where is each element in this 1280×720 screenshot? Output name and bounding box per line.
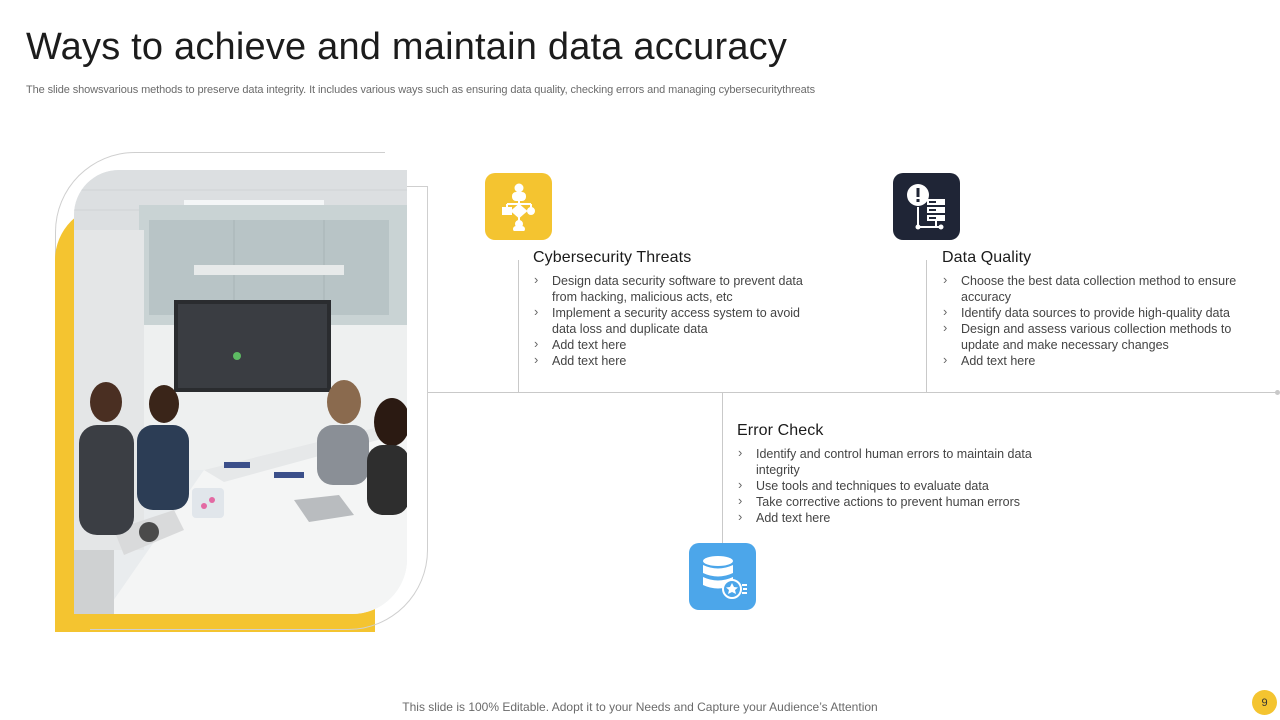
slide-title: Ways to achieve and maintain data accuracy	[26, 26, 788, 68]
frame-yellow-accent	[55, 205, 375, 632]
list-item: › Identify data sources to provide high-quality data	[942, 305, 1260, 321]
list-item: › Take corrective actions to prevent human errors	[737, 494, 1057, 510]
list-item: › Design and assess various collection methods to update and make necessary changes	[942, 321, 1260, 353]
meeting-photo	[74, 170, 407, 614]
server-alert-icon	[893, 173, 960, 240]
connector-quality	[926, 260, 927, 392]
workflow-hierarchy-icon	[485, 173, 552, 240]
list-item: › Add text here	[533, 353, 823, 369]
list-item: › Design data security software to prevent data from hacking, malicious acts, etc	[533, 273, 823, 305]
list-item: › Add text here	[533, 337, 823, 353]
section-title: Data Quality	[942, 249, 1032, 266]
section-title: Cybersecurity Threats	[533, 249, 692, 266]
frame-outline-front	[90, 186, 428, 630]
connector-error	[722, 392, 723, 544]
connector-cyber	[518, 260, 519, 392]
slide-footer: This slide is 100% Editable. Adopt it to your Needs and Capture your Audience’s Attention	[402, 700, 878, 714]
list-item: › Use tools and techniques to evaluate data	[737, 478, 1057, 494]
section-cybersecurity	[533, 249, 823, 369]
list-item: › Identify and control human errors to maintain data integrity	[737, 446, 1057, 478]
section-error-check	[737, 422, 1057, 526]
connector-end-dot	[1275, 390, 1280, 395]
database-settings-icon	[689, 543, 756, 610]
connector-horizontal	[428, 392, 1278, 393]
list-item: › Choose the best data collection method to ensure accuracy	[942, 273, 1260, 305]
list-item: › Implement a security access system to avoid data loss and duplicate data	[533, 305, 823, 337]
section-title: Error Check	[737, 422, 824, 439]
frame-outline-front-top	[405, 186, 428, 187]
frame-outline-back	[55, 152, 385, 632]
list-item: › Add text here	[737, 510, 1057, 526]
page-number-badge: 9	[1252, 690, 1277, 715]
section-data-quality	[942, 249, 1260, 369]
slide-subtitle: The slide showsvarious methods to preserve data integrity. It includes various ways such as ensuring data quality, checking errors and managing cybersecuritythreats	[26, 84, 816, 96]
list-item: › Add text here	[942, 353, 1260, 369]
